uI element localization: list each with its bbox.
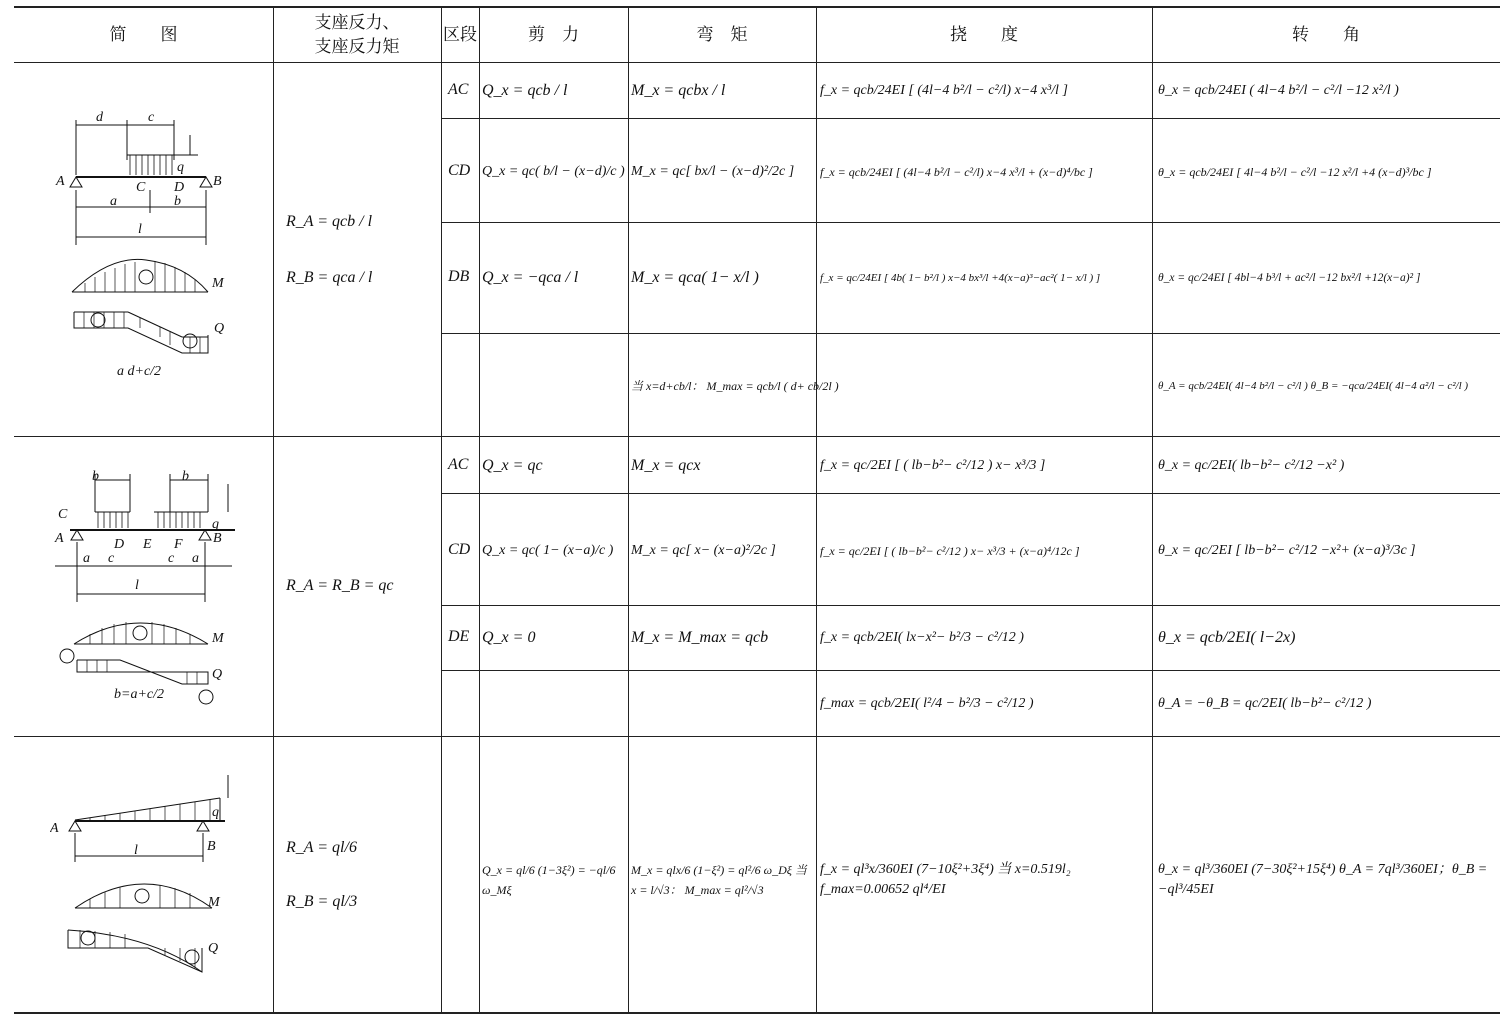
case3-moment: M_x = qlx/6 (1−ξ²) = ql²/6 ω_Dξ 当 x = l/√3： M_max = ql²/√3 — [631, 863, 807, 897]
case2-deflection-cd: f_x = qc/2EI [ ( lb−b²− c²/12 ) x− x³/3 + (x−a)⁴/12c ] — [820, 544, 1080, 558]
case2-moment-cd: M_x = qc[ x− (x−a)²/2c ] — [631, 543, 776, 558]
row-divider — [441, 222, 1500, 223]
svg-text:B: B — [213, 531, 222, 546]
svg-text:l: l — [134, 843, 138, 858]
case3-beam-diagram — [50, 760, 260, 990]
svg-text:a: a — [192, 551, 199, 566]
case2-rotation-ends: θ_A = −θ_B = qc/2EI( lb−b²− c²/12 ) — [1158, 696, 1372, 711]
row-divider — [441, 605, 1500, 606]
header-deflection: 挠 度 — [950, 25, 1018, 45]
svg-text:A: A — [56, 174, 65, 189]
row-divider — [441, 118, 1500, 119]
case1-rotation-db: θ_x = qc/24EI [ 4bl−4 b³/l + ac²/l −12 bx²/l +12(x−a)² ] — [1158, 272, 1421, 284]
col-divider — [816, 6, 817, 1012]
svg-text:Q: Q — [212, 667, 223, 682]
case1-rotation-ends: θ_A = qcb/24EI( 4l−4 b²/l − c²/l ) θ_B = −qca/24EI( 4l−4 a²/l − c²/l ) — [1158, 380, 1469, 392]
svg-text:B: B — [207, 839, 216, 854]
header-moment: 弯 矩 — [696, 25, 748, 45]
svg-text:M: M — [212, 631, 224, 646]
case1-deflection-cd: f_x = qcb/24EI [ (4l−4 b²/l − c²/l) x−4 x³/l + (x−d)⁴/bc ] — [820, 165, 1093, 179]
svg-text:D: D — [114, 537, 125, 552]
svg-text:A: A — [55, 531, 64, 546]
case1-segment-ac: AC — [448, 81, 469, 98]
svg-text:b: b — [174, 194, 181, 209]
case1-shear-cd: Q_x = qc( b/l − (x−d)/c ) — [482, 164, 625, 179]
case2-bottom-border — [14, 736, 1500, 737]
svg-text:Q: Q — [214, 321, 225, 336]
case1-reaction-a: R_A = qcb / l — [286, 213, 373, 230]
header-reaction-line2: 支座反力矩 — [314, 37, 400, 57]
case3-shear: Q_x = ql/6 (1−3ξ²) = −ql/6 ω_Mξ — [482, 863, 616, 897]
header-reaction-line1: 支座反力、 — [314, 13, 400, 33]
header-bottom-border — [14, 62, 1500, 63]
col-divider — [273, 6, 274, 1012]
case1-rotation-ac: θ_x = qcb/24EI ( 4l−4 b²/l − c²/l −12 x²/l ) — [1158, 83, 1399, 98]
case2-moment-ac: M_x = qcx — [631, 457, 701, 474]
case2-segment-ac: AC — [448, 456, 469, 473]
case3-reaction-a: R_A = ql/6 — [286, 839, 357, 856]
svg-text:q: q — [212, 517, 219, 532]
svg-text:a d+c/2: a d+c/2 — [117, 364, 162, 379]
svg-text:E: E — [143, 537, 152, 552]
case3-deflection: f_x = ql³x/360EI (7−10ξ²+3ξ⁴) 当 x=0.519l₂ f_max=0.00652 ql⁴/EI — [820, 862, 1071, 897]
header-diagram: 简 图 — [109, 25, 178, 45]
case2-rotation-cd: θ_x = qc/2EI [ lb−b²− c²/12 −x²+ (x−a)³/3c ] — [1158, 543, 1416, 558]
svg-text:c: c — [108, 551, 115, 566]
row-divider — [441, 333, 1500, 334]
svg-text:q: q — [177, 160, 184, 175]
header-segment: 区段 — [443, 25, 477, 45]
case1-beam-diagram — [50, 105, 260, 395]
col-divider — [441, 6, 442, 1012]
case1-moment-ac: M_x = qcbx / l — [631, 82, 726, 99]
case1-deflection-db: f_x = qc/24EI [ 4b( 1− b²/l ) x−4 bx³/l +4(x−a)³−ac²( 1− x/l ) ] — [820, 272, 1101, 284]
case2-deflection-de: f_x = qcb/2EI( lx−x²− b²/3 − c²/12 ) — [820, 630, 1024, 645]
case1-shear-db: Q_x = −qca / l — [482, 269, 579, 286]
svg-text:A: A — [50, 821, 59, 836]
svg-text:Q: Q — [208, 941, 219, 956]
col-divider — [1152, 6, 1153, 1012]
case1-moment-db: M_x = qca( 1− x/l ) — [631, 269, 759, 286]
case1-segment-db: DB — [448, 268, 470, 285]
case3-reaction-b: R_B = ql/3 — [286, 893, 358, 910]
case2-rotation-de: θ_x = qcb/2EI( l−2x) — [1158, 629, 1296, 646]
svg-text:F: F — [174, 537, 183, 552]
svg-text:M: M — [212, 276, 224, 291]
svg-text:b=a+c/2: b=a+c/2 — [114, 687, 164, 702]
row-divider — [441, 670, 1500, 671]
svg-text:B: B — [213, 174, 222, 189]
svg-text:a: a — [110, 194, 117, 209]
col-divider — [628, 6, 629, 1012]
svg-text:C: C — [58, 507, 68, 522]
case3-rotation: θ_x = ql³/360EI (7−30ξ²+15ξ⁴) θ_A = 7ql³/360EI；θ_B = −ql³/45EI — [1158, 862, 1488, 897]
case2-shear-cd: Q_x = qc( 1− (x−a)/c ) — [482, 543, 614, 558]
svg-text:D: D — [174, 180, 185, 195]
case1-segment-cd: CD — [448, 162, 471, 179]
case1-deflection-ac: f_x = qcb/24EI [ (4l−4 b²/l − c²/l) x−4 x³/l ] — [820, 83, 1068, 98]
case1-rotation-cd: θ_x = qcb/24EI [ 4l−4 b²/l − c²/l −12 x²/l +4 (x−d)³/bc ] — [1158, 165, 1432, 179]
case2-beam-diagram — [50, 462, 260, 712]
case2-segment-de: DE — [448, 628, 470, 645]
case1-bottom-border — [14, 436, 1500, 437]
case2-deflection-ac: f_x = qc/2EI [ ( lb−b²− c²/12 ) x− x³/3 ] — [820, 458, 1046, 473]
case1-shear-ac: Q_x = qcb / l — [482, 82, 568, 99]
svg-text:a: a — [83, 551, 90, 566]
svg-text:b: b — [92, 469, 99, 484]
svg-text:M: M — [208, 895, 220, 910]
svg-text:b: b — [182, 469, 189, 484]
case2-rotation-ac: θ_x = qc/2EI( lb−b²− c²/12 −x² ) — [1158, 458, 1345, 473]
case1-reaction-b: R_B = qca / l — [286, 269, 373, 286]
case2-shear-de: Q_x = 0 — [482, 629, 536, 646]
svg-text:l: l — [138, 222, 142, 237]
table-bottom-border — [14, 1012, 1500, 1014]
row-divider — [441, 493, 1500, 494]
case1-moment-max: 当 x=d+cb/l： M_max = qcb/l ( d+ cb/2l ) — [631, 379, 839, 393]
svg-text:c: c — [168, 551, 175, 566]
header-shear: 剪 力 — [528, 25, 579, 45]
col-divider — [479, 6, 480, 1012]
case2-moment-de: M_x = M_max = qcb — [631, 629, 769, 646]
case2-shear-ac: Q_x = qc — [482, 457, 543, 474]
case2-deflection-max: f_max = qcb/2EI( l²/4 − b²/3 − c²/12 ) — [820, 696, 1034, 711]
case2-segment-cd: CD — [448, 541, 471, 558]
svg-text:l: l — [135, 578, 139, 593]
table-top-border — [14, 6, 1500, 8]
svg-text:C: C — [136, 180, 146, 195]
svg-text:d: d — [96, 110, 103, 125]
svg-text:c: c — [148, 110, 155, 125]
case2-reactions: R_A = R_B = qc — [286, 577, 394, 594]
case1-moment-cd: M_x = qc[ bx/l − (x−d)²/2c ] — [631, 164, 795, 179]
svg-text:q: q — [212, 805, 219, 820]
header-rotation: 转 角 — [1292, 25, 1360, 45]
